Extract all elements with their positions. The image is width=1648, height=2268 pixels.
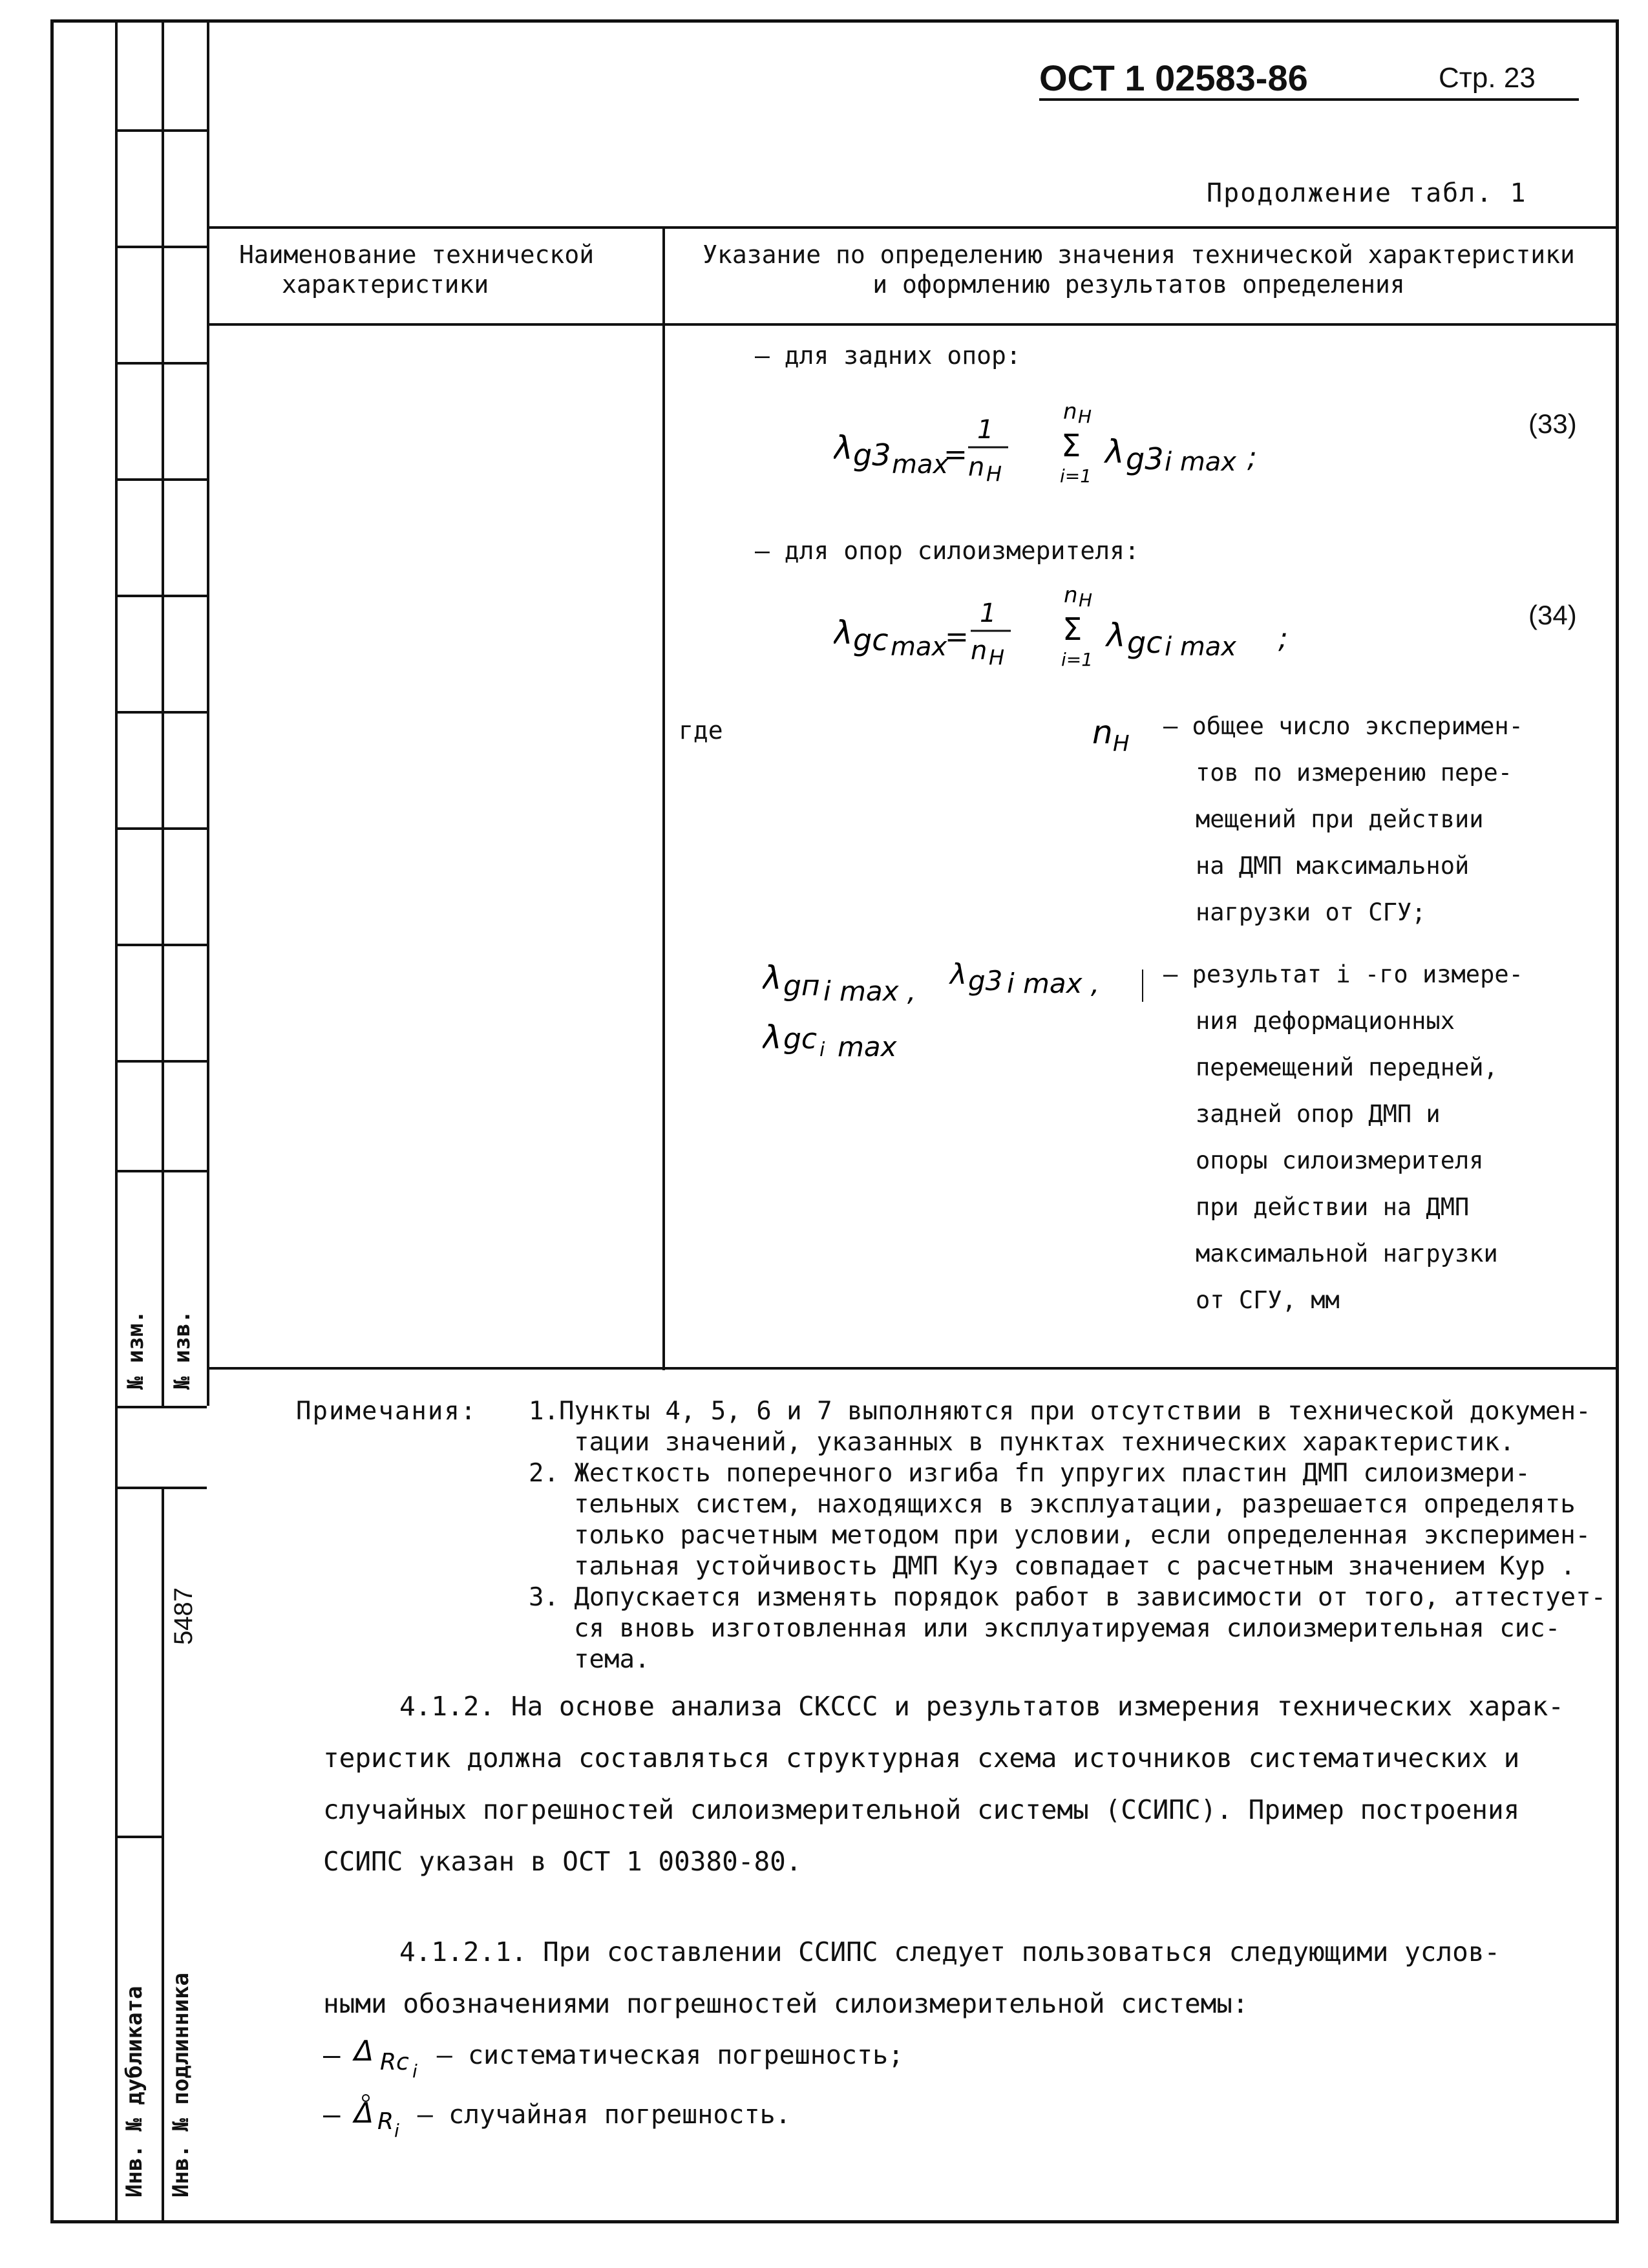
svg-text:gc: gc [783,1023,818,1055]
nH-description [1163,703,1523,936]
equation-33 [834,394,1351,491]
equation-34-graphic [834,575,1351,672]
svg-text:=: = [945,620,969,653]
svg-text:Δ: Δ [354,2035,374,2068]
svg-text:n: n [968,452,985,482]
svg-text:R: R [377,2108,394,2135]
lambda-symbols-graphic [763,950,1150,1066]
svg-text:λ: λ [950,958,967,991]
sys-error-item [323,2030,903,2081]
table-continuation: Продолжение табл. 1 [1207,178,1527,208]
svg-text:H: H [986,461,1002,486]
page-number: Стр. 23 [1439,62,1536,94]
table-column-divider [662,226,665,1370]
col1-header-line: характеристики [282,270,489,299]
margin-number: 5487 [169,1587,198,1645]
margin-tick [115,827,207,830]
lambda-desc-line: задней опор ДМП и [1196,1100,1441,1128]
margin-tick [115,129,207,132]
nH-desc-line: нагрузки от СГУ; [1196,898,1426,926]
margin-tick [115,1836,162,1838]
notes-block [529,1396,1606,1675]
svg-text:g3: g3 [968,965,1003,997]
lambda-desc-line: – результат i -го измере- [1163,960,1523,988]
table-header-line [207,323,1619,326]
nH-desc-line: тов по измерению пере- [1196,759,1513,787]
svg-text:gп: gп [783,970,820,1002]
margin-tick [115,1170,207,1172]
svg-text:i max: i max [1165,447,1236,477]
note-line: 3. Допускается изменять порядок работ в зависимости от того, аттестует- [529,1583,1607,1612]
note-line: 2. Жесткость поперечного изгиба fп упругих пластин ДМП силоизмери- [529,1459,1530,1488]
svg-text:i max ,: i max , [1007,968,1100,999]
margin-tick [115,478,207,481]
margin-line-2b [162,1487,164,2223]
svg-text:Σ: Σ [1062,611,1083,648]
lambda-description [1163,951,1523,1324]
nH-symbol [1092,711,1150,765]
svg-text:1: 1 [977,415,994,445]
svg-text:i: i [412,2061,417,2081]
note-line: тельных систем, находящихся в эксплуатации, разрешается определять [574,1490,1576,1519]
margin-izm-label: № изм. [123,1310,149,1390]
svg-text:λ: λ [1105,433,1125,471]
header-underline [1039,98,1579,101]
lambda-symbols [763,950,1150,1066]
rand-error-item [323,2089,791,2141]
nH-desc-line: на ДМП максимальной [1196,852,1470,880]
equation-33-graphic [834,394,1351,491]
notes-label: Примечания: [296,1397,478,1426]
sys-error-text: – систематическая погрешность; [436,2040,904,2070]
svg-text:;: ; [1247,441,1257,474]
margin-tick [115,595,207,597]
svg-text:H: H [1078,406,1092,427]
svg-text:λ: λ [763,959,782,997]
svg-text:max: max [838,1031,897,1063]
note-line: 1.Пункты 4, 5, 6 и 7 выполняются при отсутствии в технической докумен- [529,1397,1591,1426]
note-line: только расчетным методом при условии, если определенная эксперимен- [574,1521,1591,1550]
body-line: 4.1.2. На основе анализа СКССС и результатов измерения технических харак- [399,1691,1564,1722]
svg-text:n: n [1092,714,1113,751]
body-line: ными обозначениями погрешностей силоизмерительной системы: [323,1988,1249,2019]
margin-izv-label: № изв. [169,1310,195,1390]
note-line: тальная устойчивость ДМП Куэ совпадает с расчетным значением Кур . [574,1552,1576,1581]
svg-text:λ: λ [763,1019,782,1056]
svg-text:n: n [971,636,988,666]
document-standard-number: ОСТ 1 02583-86 [1039,58,1308,98]
sys-error-symbol [346,2030,430,2081]
lambda-desc-line: перемещений передней, [1196,1054,1498,1081]
svg-text:H: H [989,645,1005,670]
where-label: где [679,716,723,745]
equation-34 [834,575,1351,672]
lambda-desc-line: опоры силоизмерителя [1196,1147,1484,1174]
paragraph-4-1-2-1 [323,1926,1500,2030]
nH-desc-line: мещений при действии [1196,805,1484,833]
svg-text:i: i [819,1039,825,1061]
nH-symbol-graphic [1092,711,1150,763]
margin-tick [115,1487,207,1489]
col2-header-line: Указание по определению значения технической характеристики [703,240,1575,269]
lambda-desc-line: максимальной нагрузки [1196,1240,1498,1267]
svg-text:max: max [892,450,949,480]
margin-tick [115,1406,207,1408]
note-line: ся вновь изготовленная или эксплуатируемая силоизмерительная сис- [574,1614,1561,1643]
col1-header-line: Наименование технической [239,240,595,269]
table-bottom-line [207,1367,1619,1370]
force-supports-label: – для опор силоизмерителя: [755,536,1139,565]
table-top-line [207,226,1619,229]
svg-text:λ: λ [834,614,853,652]
svg-text:i max: i max [1165,632,1236,662]
margin-line-1 [115,19,118,2223]
svg-text:g3: g3 [853,438,891,472]
svg-text:λ: λ [834,429,853,467]
margin-tick [115,1060,207,1063]
body-line: теристик должна составляться структурная схема источников систематических и [323,1743,1520,1774]
note-line: тема. [574,1645,650,1674]
svg-text:i=1: i=1 [1060,465,1092,487]
svg-text:n: n [1064,582,1078,608]
margin-tick [115,362,207,365]
body-line: 4.1.2.1. При составлении ССИПС следует пользоваться следующими услов- [399,1936,1501,1967]
svg-text:Δ: Δ [354,2097,374,2130]
dash: – [323,2039,341,2072]
svg-text:i=1: i=1 [1061,649,1093,670]
margin-tick [115,711,207,714]
svg-text:H: H [1079,589,1093,611]
nH-desc-line: – общее число эксперимен- [1163,712,1523,740]
col2-header [686,240,1591,299]
margin-podlinnik-label: Инв. № подлинника [168,1973,194,2198]
svg-text:n: n [1063,399,1077,425]
margin-dublikat-label: Инв. № дубликата [121,1986,147,2198]
rear-supports-label: – для задних опор: [755,341,1021,370]
svg-text:H: H [1113,731,1130,757]
svg-text:gc: gc [853,622,889,657]
paragraph-4-1-2 [323,1680,1564,1887]
margin-tick [115,246,207,248]
col1-header [239,240,594,299]
svg-text:i: i [394,2120,399,2141]
svg-text:i max ,: i max , [823,975,916,1007]
margin-tick [115,944,207,946]
rand-error-symbol [346,2089,411,2141]
svg-text:=: = [944,438,967,471]
svg-text:g3: g3 [1126,441,1164,476]
body-line: случайных погрешностей силоизмерительной системы (ССИПС). Пример построения [323,1794,1520,1825]
svg-text:max: max [891,632,947,662]
dash: – [323,2098,341,2132]
svg-text:;: ; [1278,622,1288,655]
lambda-desc-line: от СГУ, мм [1196,1286,1340,1314]
svg-text:Rc: Rc [380,2049,409,2075]
svg-text:gc: gc [1127,625,1163,660]
lambda-desc-line: при действии на ДМП [1196,1193,1470,1221]
svg-text:1: 1 [980,599,997,628]
col2-header-line: и оформлению результатов определения [872,270,1405,299]
rand-error-text: – случайная погрешность. [417,2100,791,2130]
equation-34-number: (34) [1528,600,1577,630]
equation-33-number: (33) [1528,408,1577,439]
note-line: тации значений, указанных в пунктах технических характеристик. [574,1428,1515,1457]
svg-text:Σ: Σ [1061,428,1081,464]
svg-text:λ: λ [1106,617,1126,654]
body-line: ССИПС указан в ОСТ 1 00380-80. [323,1846,802,1877]
lambda-desc-line: ния деформационных [1196,1007,1455,1035]
